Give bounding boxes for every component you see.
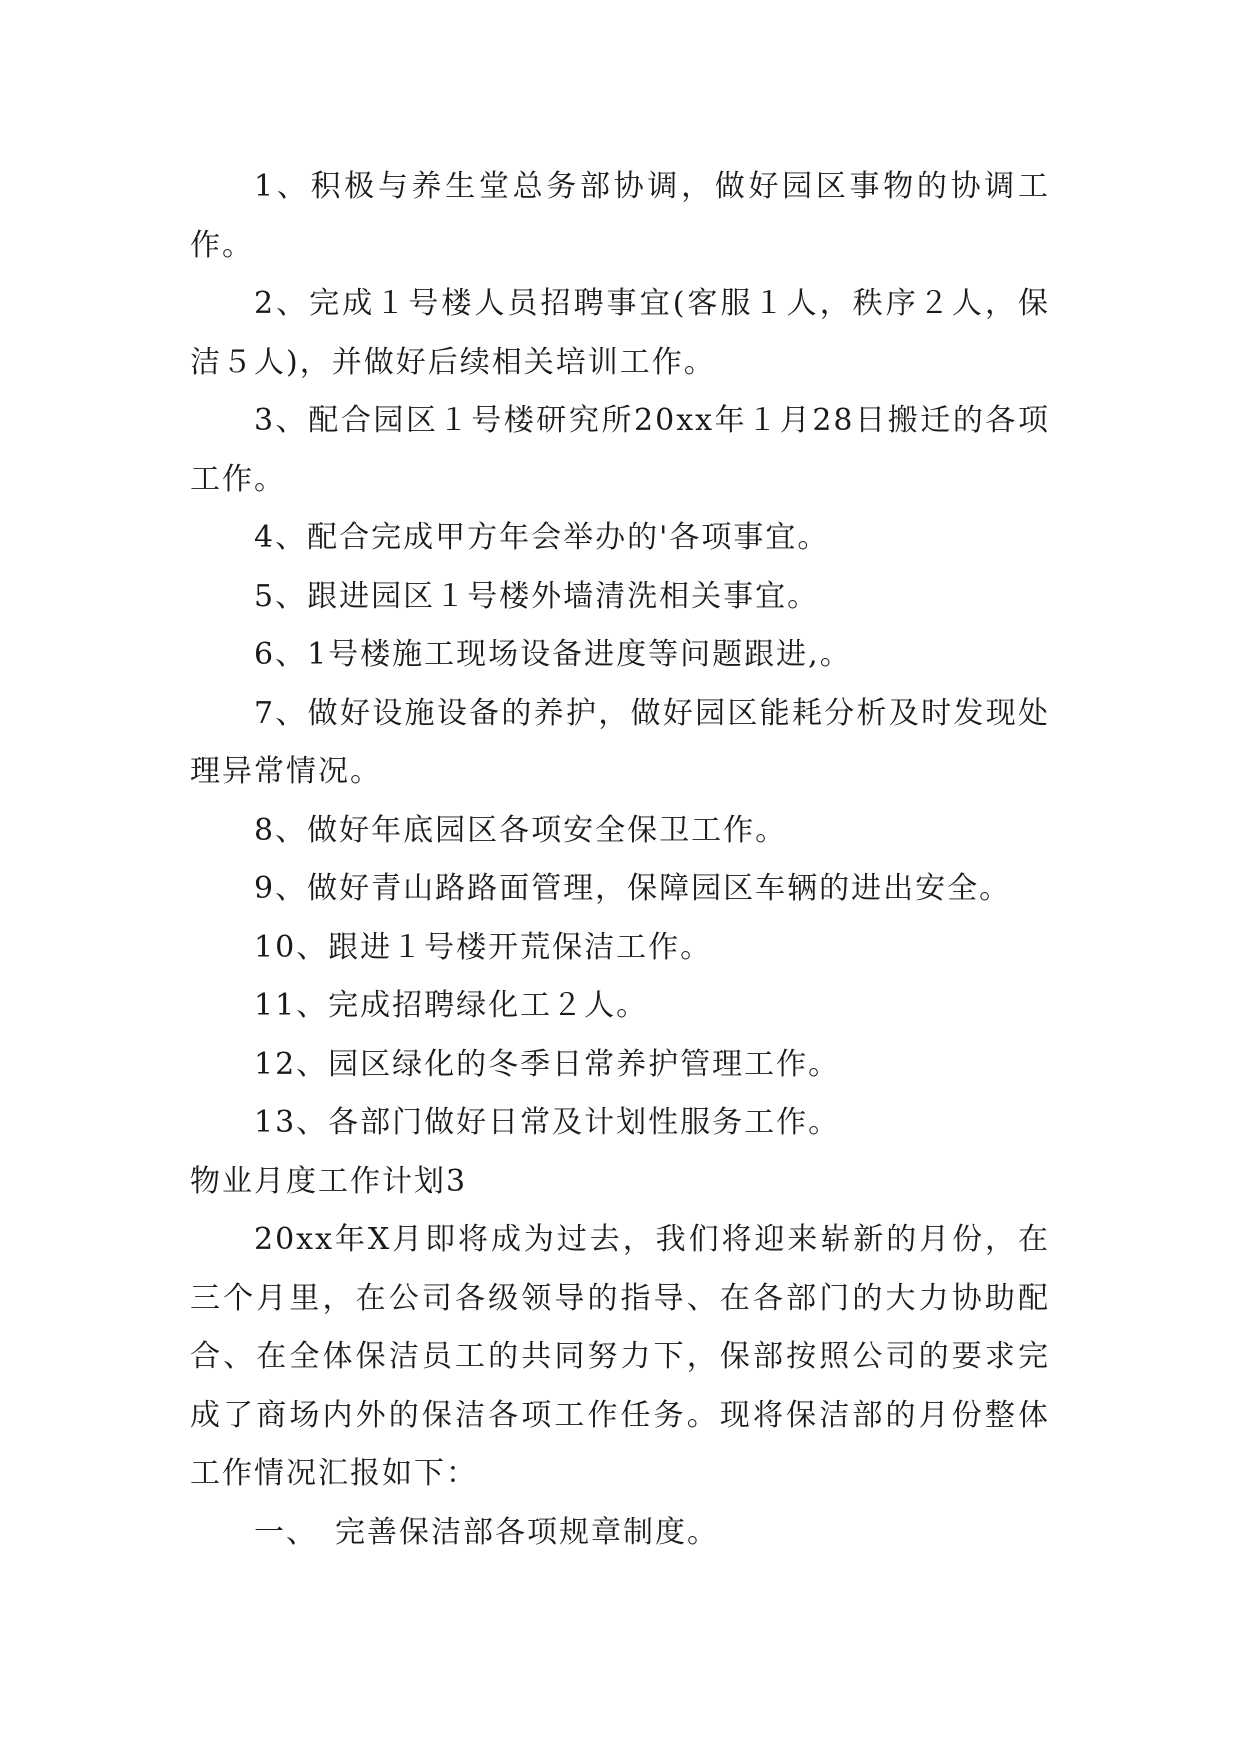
list-item-3: 3、配合园区１号楼研究所20xx年１月28日搬迁的各项工作。 bbox=[190, 403, 1050, 497]
list-item-4: 4、配合完成甲方年会举办的'各项事宜。 bbox=[254, 520, 830, 555]
section-heading: 物业月度工作计划3 bbox=[190, 1163, 468, 1199]
list-item-5: 5、跟进园区１号楼外墙清洗相关事宜。 bbox=[254, 578, 820, 614]
list-item-2: 2、完成１号楼人员招聘事宜(客服１人，秩序２人，保洁５人)，并做好后续相关培训工作。 bbox=[190, 286, 1050, 380]
list-item-7: 7、做好设施设备的养护，做好园区能耗分析及时发现处理异常情况。 bbox=[190, 695, 1050, 789]
section-item-1: 一、 完善保洁部各项规章制度。 bbox=[254, 1514, 719, 1550]
list-item-13: 13、各部门做好日常及计划性服务工作。 bbox=[254, 1105, 841, 1140]
list-item-10: 10、跟进１号楼开荒保洁工作。 bbox=[254, 929, 713, 965]
list-item-9: 9、做好青山路路面管理，保障园区车辆的进出安全。 bbox=[254, 871, 1012, 906]
document-body bbox=[190, 158, 1050, 1562]
intro-paragraph: 20xx年X月即将成为过去，我们将迎来崭新的月份，在三个月里，在公司各级领导的指导、在各部门的大力协助配合、在全体保洁员工的共同努力下，保部按照公司的要求完成了商场内外的保洁各项工作任务。现将保洁部的月份整体工作情况汇报如下： bbox=[190, 1222, 1050, 1491]
list-item-12: 12、园区绿化的冬季日常养护管理工作。 bbox=[254, 1046, 841, 1082]
list-item-11: 11、完成招聘绿化工２人。 bbox=[254, 988, 649, 1023]
list-item-6: 6、1号楼施工现场设备进度等问题跟进,。 bbox=[254, 637, 852, 672]
list-item-1: 1、积极与养生堂总务部协调，做好园区事物的协调工作。 bbox=[190, 169, 1050, 263]
list-item-8: 8、做好年底园区各项安全保卫工作。 bbox=[254, 812, 788, 848]
